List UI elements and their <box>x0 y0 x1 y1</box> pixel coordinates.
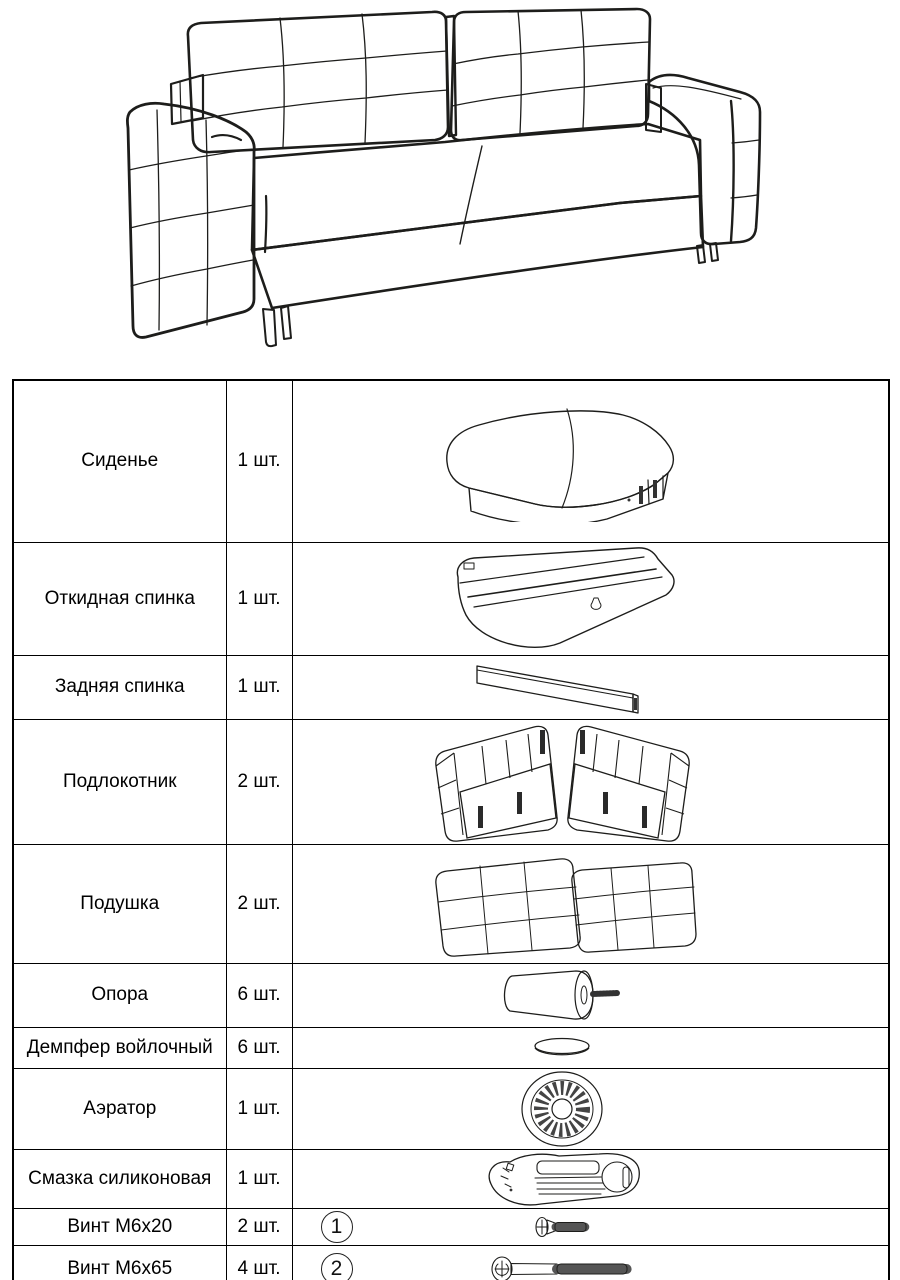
part-name: Опора <box>13 963 226 1027</box>
part-qty: 1 шт. <box>226 380 292 542</box>
table-row <box>13 1068 889 1149</box>
screw-short-icon <box>265 1209 861 1245</box>
table-row <box>13 542 889 655</box>
parts-table <box>12 379 890 1280</box>
rear-panel-icon <box>265 656 861 719</box>
part-qty: 2 шт. <box>226 1208 292 1245</box>
folding-backrest-icon <box>265 543 861 655</box>
cushion-icon <box>265 845 861 963</box>
table-row <box>13 963 889 1027</box>
part-name: Винт М6х20 <box>13 1208 226 1245</box>
silicone-grease-icon <box>265 1150 861 1208</box>
table-row <box>13 655 889 719</box>
felt-damper-icon <box>265 1028 861 1068</box>
part-name: Аэратор <box>13 1068 226 1149</box>
part-qty: 6 шт. <box>226 1027 292 1068</box>
table-row <box>13 844 889 963</box>
part-name: Подлокотник <box>13 719 226 844</box>
table-row <box>13 719 889 844</box>
part-qty: 6 шт. <box>226 963 292 1027</box>
part-name: Демпфер войлочный <box>13 1027 226 1068</box>
armrest-icon <box>265 720 861 844</box>
leg-icon <box>265 964 861 1027</box>
screw-long-icon <box>265 1246 861 1280</box>
part-qty: 2 шт. <box>226 719 292 844</box>
part-qty: 1 шт. <box>226 655 292 719</box>
screw-number: 1 <box>330 1214 343 1238</box>
part-name: Сиденье <box>13 380 226 542</box>
aerator-icon <box>265 1069 861 1149</box>
part-qty: 1 шт. <box>226 542 292 655</box>
part-name: Смазка силиконовая <box>13 1149 226 1208</box>
part-qty: 2 шт. <box>226 844 292 963</box>
sofa-icon <box>100 0 800 360</box>
screw-number: 2 <box>330 1257 343 1280</box>
part-name: Откидная спинка <box>13 542 226 655</box>
part-name: Подушка <box>13 844 226 963</box>
part-name: Задняя спинка <box>13 655 226 719</box>
part-qty: 1 шт. <box>226 1068 292 1149</box>
table-row <box>13 1149 889 1208</box>
sofa-line-drawing-figure <box>100 0 800 360</box>
part-name: Винт М6х65 <box>13 1245 226 1280</box>
table-row <box>13 1208 889 1245</box>
part-qty: 1 шт. <box>226 1149 292 1208</box>
table-row <box>13 380 889 542</box>
table-row <box>13 1027 889 1068</box>
seat-icon <box>265 381 861 542</box>
table-row <box>13 1245 889 1280</box>
part-qty: 4 шт. <box>226 1245 292 1280</box>
